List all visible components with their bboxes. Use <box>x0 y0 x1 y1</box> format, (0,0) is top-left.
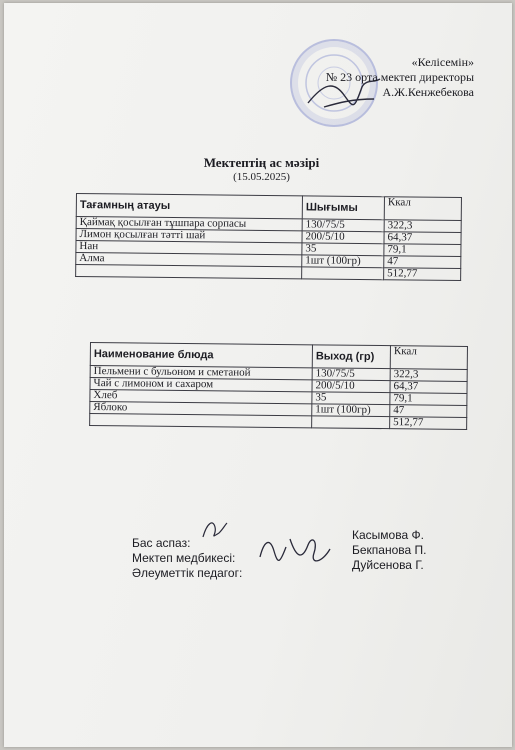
kcal-cell: 47 <box>384 256 461 269</box>
name-chef: Касымова Ф. <box>352 528 424 542</box>
yield-cell <box>312 416 390 429</box>
yield-cell: 1шт (100гр) <box>312 404 390 417</box>
kcal-cell: 64,37 <box>384 232 461 245</box>
dish-cell: Лимон қосылған тәтті шай <box>76 229 302 243</box>
dish-cell: Алма <box>76 253 302 267</box>
dish-cell: Қаймақ қосылған тұшпара сорпасы <box>76 217 302 231</box>
yield-cell: 200/5/10 <box>302 231 384 244</box>
column-header-dish: Наименование блюда <box>90 343 312 368</box>
kcal-cell: 64,37 <box>390 381 467 394</box>
yield-cell: 1шт (100гр) <box>302 255 384 268</box>
name-nurse: Бекпанова П. <box>352 543 427 557</box>
approval-position: № 23 орта мектеп директоры <box>325 70 474 84</box>
dish-cell: Яблоко <box>90 402 312 416</box>
total-kcal-cell: 512,77 <box>384 268 461 281</box>
total-kcal-cell: 512,77 <box>390 417 467 430</box>
approval-agree: «Келісемін» <box>411 55 474 69</box>
yield-cell: 130/75/5 <box>302 219 384 232</box>
menu-date: (15.05.2025) <box>233 171 290 183</box>
column-header-dish: Тағамның атауы <box>76 194 302 219</box>
kcal-cell: 79,1 <box>390 393 467 406</box>
nurse-pedagogue-signature <box>256 527 336 571</box>
yield-cell: 130/75/5 <box>312 368 390 381</box>
dish-cell: Чай с лимоном и сахаром <box>90 378 312 392</box>
role-social-pedagogue: Әлеуметтік педагог: <box>132 566 243 580</box>
dish-cell: Хлеб <box>90 390 312 404</box>
dish-cell: Пельмени с бульоном и сметаной <box>90 366 312 380</box>
dish-cell <box>90 414 312 428</box>
page-title: Мектептің ас мәзірі <box>203 155 320 170</box>
kcal-cell: 79,1 <box>384 244 461 257</box>
total-row <box>76 265 461 281</box>
role-nurse: Мектеп медбикесі: <box>132 551 236 565</box>
yield-cell: 35 <box>302 243 384 256</box>
yield-cell <box>302 267 384 280</box>
approval-name: А.Ж.Кенжебекова <box>382 85 474 99</box>
dish-cell: Нан <box>76 241 302 255</box>
total-row <box>90 414 467 430</box>
ru-menu-table <box>89 342 468 430</box>
kz-menu-table <box>75 193 462 281</box>
yield-cell: 200/5/10 <box>312 380 390 393</box>
name-social-pedagogue: Дуйсенова Г. <box>352 558 424 572</box>
dish-cell <box>76 265 302 279</box>
column-header-kcal: Ккал <box>384 197 461 221</box>
column-header-yield: Шығымы <box>302 196 384 220</box>
column-header-yield: Выход (гр) <box>312 345 390 369</box>
role-chef: Бас аспаз: <box>132 536 191 550</box>
signers-names <box>352 528 426 573</box>
kcal-cell: 47 <box>390 405 467 418</box>
column-header-kcal: Ккал <box>390 346 467 370</box>
document-page <box>4 3 512 747</box>
yield-cell: 35 <box>312 392 390 405</box>
kcal-cell: 322,3 <box>384 220 461 233</box>
kcal-cell: 322,3 <box>390 369 467 382</box>
approval-block <box>326 55 474 100</box>
signers-roles <box>132 536 242 581</box>
